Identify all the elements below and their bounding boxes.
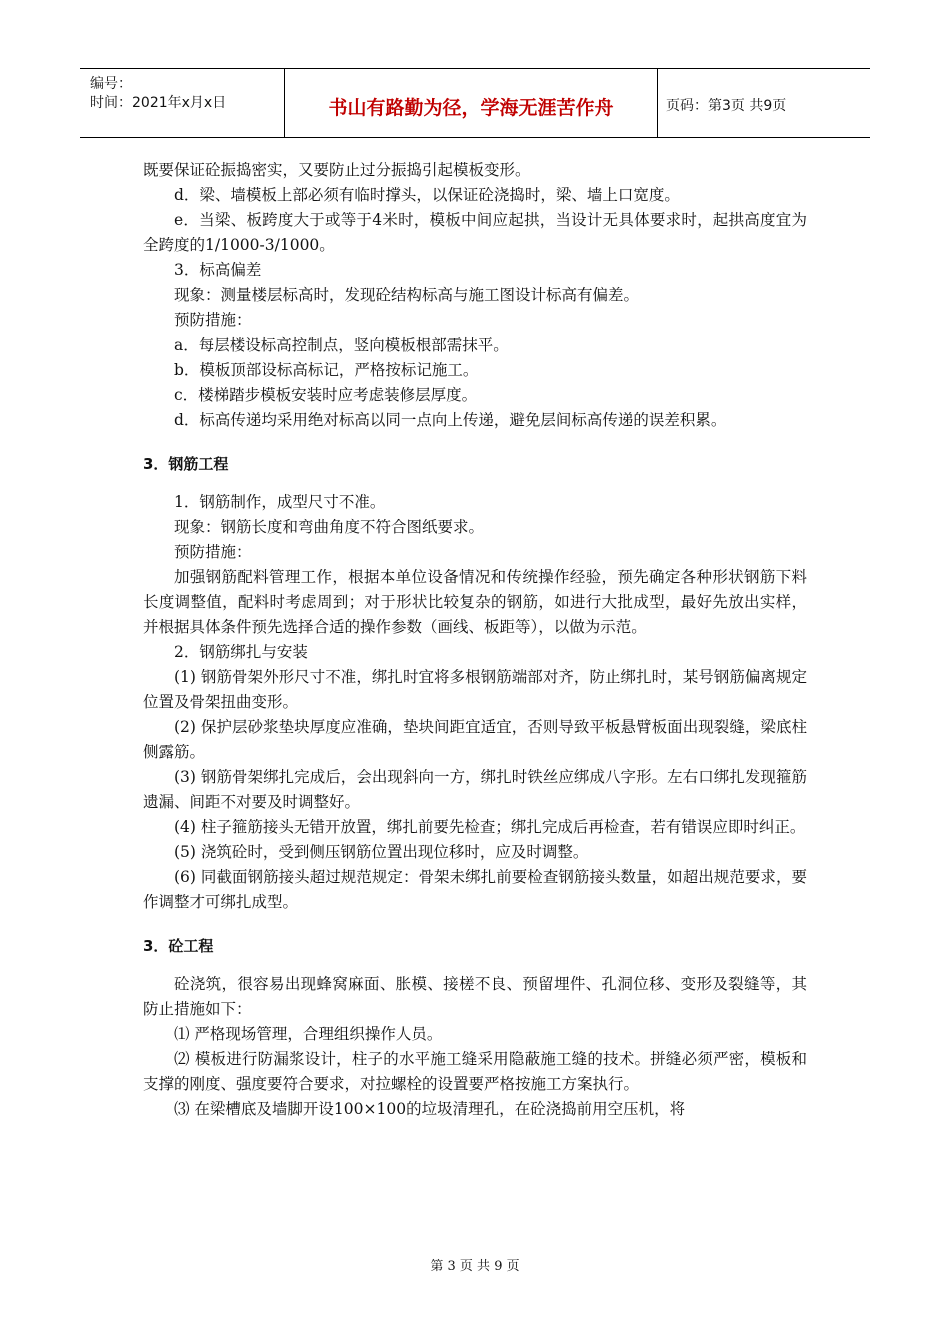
list-item: ⑵ 模板进行防漏浆设计，柱子的水平施工缝采用隐蔽施工缝的技术。拼缝必须严密，模板和支撑的刚度、强度要符合要求，对拉螺栓的设置要严格按施工方案执行。 (143, 1050, 807, 1093)
section-heading-rebar: 3．钢筋工程 (143, 455, 229, 473)
list-item: b．模板顶部设标高标记，严格按标记施工。 (174, 361, 479, 379)
list-item: (5) 浇筑砼时，受到侧压钢筋位置出现位移时，应及时调整。 (174, 843, 589, 861)
page-header (80, 68, 870, 138)
header-meta (80, 69, 285, 137)
list-item: c．楼梯踏步模板安装时应考虑装修层厚度。 (174, 386, 478, 404)
paragraph: 预防措施： (174, 543, 252, 561)
header-page-info: 页码：第3页 共9页 (666, 98, 787, 114)
header-motto: 书山有路勤为径，学海无涯苦作舟 (328, 97, 614, 119)
document-time-label: 时间：2021年x月x日 (90, 95, 227, 111)
paragraph: 现象：钢筋长度和弯曲角度不符合图纸要求。 (174, 518, 485, 536)
list-item: (3) 钢筋骨架绑扎完成后，会出现斜向一方，绑扎时铁丝应绑成八字形。左右口绑扎发现箍筋遗漏、间距不对要及时调整好。 (143, 768, 807, 811)
subheading: 2．钢筋绑扎与安装 (174, 643, 308, 661)
list-item: (6) 同截面钢筋接头超过规范规定：骨架未绑扎前要检查钢筋接头数量，如超出规范要求，要作调整才可绑扎成型。 (143, 868, 807, 911)
paragraph: 预防措施： (174, 311, 252, 329)
list-item: ⑴ 严格现场管理，合理组织操作人员。 (174, 1025, 443, 1043)
list-item: (1) 钢筋骨架外形尺寸不准，绑扎时宜将多根钢筋端部对齐，防止绑扎时，某号钢筋偏离规定位置及骨架扭曲变形。 (143, 668, 807, 711)
paragraph: e．当梁、板跨度大于或等于4米时，模板中间应起拱，当设计无具体要求时，起拱高度宜为全跨度的1/1000-3/1000。 (143, 211, 807, 254)
list-item: d．标高传递均采用绝对标高以同一点向上传递，避免层间标高传递的误差积累。 (174, 411, 727, 429)
header-motto-cell (285, 69, 658, 137)
page-footer: 第 3 页 共 9 页 (430, 1259, 520, 1274)
subheading: 1．钢筋制作，成型尺寸不准。 (174, 493, 386, 511)
paragraph: 加强钢筋配料管理工作，根据本单位设备情况和传统操作经验，预先确定各种形状钢筋下料长度调整值，配料时考虑周到；对于形状比较复杂的钢筋，如进行大批成型，最好先放出实样，并根据具体条件预先选择合适的操作参数（画线、板距等），以做为示范。 (143, 568, 807, 636)
list-item: ⑶ 在梁槽底及墙脚开设100×100的垃圾清理孔，在砼浇捣前用空压机，将 (174, 1100, 686, 1118)
paragraph: 既要保证砼振捣密实，又要防止过分振捣引起模板变形。 (143, 161, 531, 179)
subheading: 3．标高偏差 (174, 261, 262, 279)
section-heading-concrete: 3．砼工程 (143, 937, 214, 955)
list-item: (4) 柱子箍筋接头无错开放置，绑扎前要先检查；绑扎完成后再检查，若有错误应即时纠正。 (174, 818, 806, 836)
paragraph: 现象：测量楼层标高时，发现砼结构标高与施工图设计标高有偏差。 (174, 286, 640, 304)
list-item: (2) 保护层砂浆垫块厚度应准确，垫块间距宜适宜，否则导致平板悬臂板面出现裂缝，梁底柱侧露筋。 (143, 718, 807, 761)
document-number-label: 编号： (90, 76, 132, 92)
list-item: a．每层楼设标高控制点，竖向模板根部需抹平。 (174, 336, 509, 354)
paragraph: d．梁、墙模板上部必须有临时撑头，以保证砼浇捣时，梁、墙上口宽度。 (174, 186, 680, 204)
document-body (143, 158, 807, 1122)
header-page-cell (658, 69, 870, 137)
paragraph: 砼浇筑，很容易出现蜂窝麻面、胀模、接槎不良、预留埋件、孔洞位移、变形及裂缝等，其防止措施如下： (143, 975, 807, 1018)
